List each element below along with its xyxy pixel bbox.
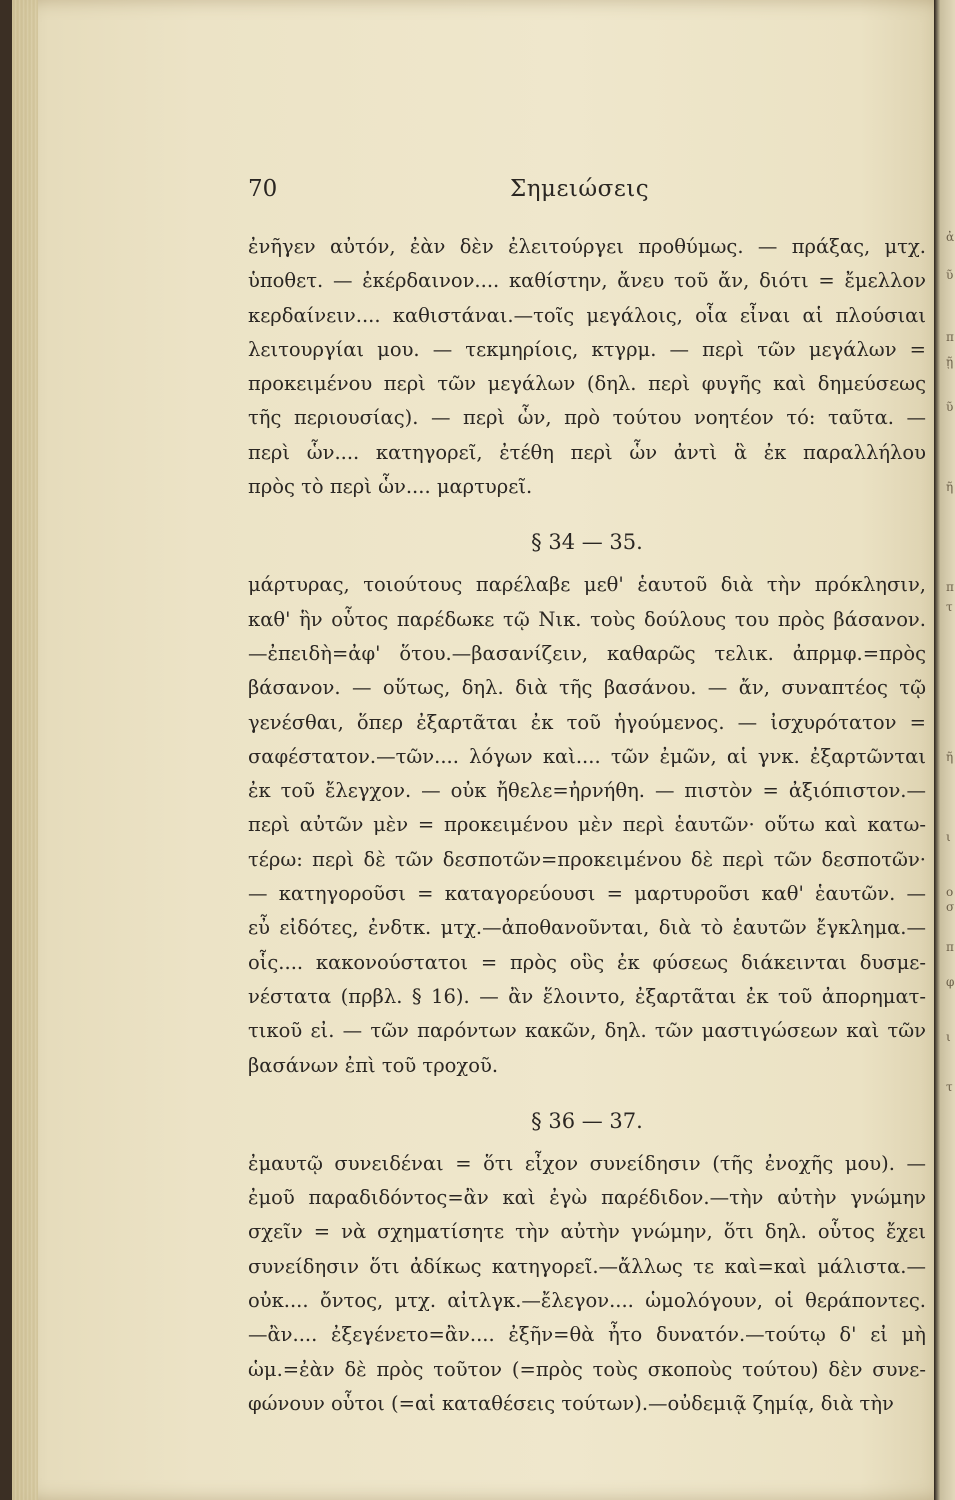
edge-mark: ῇ — [946, 355, 954, 369]
edge-mark: ῦ — [946, 268, 954, 282]
text-line: ὑποθετ. — ἐκέρδαινον.... καθίστην, ἄνευ τοῦ ἄν, διότι = ἔμελλον — [248, 269, 926, 293]
text-line: εὖ εἰδότες, ἐνδτκ. μτχ.—ἀποθανοῦνται, διὰ τὸ ἑαυτῶν ἔγκλημα.— — [248, 916, 926, 940]
edge-mark: τ — [946, 600, 953, 614]
text-line: — κατηγοροῦσι = καταγορεύουσι = μαρτυροῦσι καθ' ἑαυτῶν. — — [248, 882, 926, 906]
edge-mark: ο — [946, 885, 954, 899]
edge-mark: π — [946, 580, 954, 594]
text-line: περὶ αὐτῶν μὲν = προκειμένου μὲν περὶ ἑαυτῶν· οὕτω καὶ κατω- — [248, 813, 926, 837]
text-line: κερδαίνειν.... καθιστάναι.—τοῖς μεγάλοις, οἷα εἶναι αἱ πλούσιαι — [248, 303, 926, 327]
body-text — [248, 230, 926, 1421]
edge-mark: σ — [946, 900, 955, 914]
paragraph-3 — [248, 1147, 926, 1421]
edge-mark: ι — [946, 830, 951, 844]
text-line: βάσανον. — οὕτως, δηλ. διὰ τῆς βασάνου. — ἄν, συναπτέος τῷ — [248, 676, 926, 700]
edge-mark: ῆ — [946, 750, 954, 764]
text-line: —ἂν.... ἐξεγένετο=ἂν.... ἐξῆν=θὰ ἦτο δυνατόν.—τούτῳ δ' εἰ μὴ — [248, 1323, 926, 1347]
text-line: ἐνῆγεν αὐτόν, ἐὰν δὲν ἐλειτούργει προθύμως. — πράξας, μτχ. — [248, 235, 926, 258]
text-line: λειτουργίαι μου. — τεκμηρίοις, κτγρμ. — περὶ τῶν μεγάλων = — [248, 337, 926, 361]
text-line: οἷς.... κακονούστατοι = πρὸς οὓς ἐκ φύσεως διάκεινται δυσμε- — [248, 950, 926, 974]
text-line: —ἐπειδὴ=ἀφ' ὅτου.—βασανίζειν, καθαρῶς τελικ. ἀπρμφ.=πρὸς — [248, 641, 926, 665]
text-line: τικοῦ εἰ. — τῶν παρόντων κακῶν, δηλ. τῶν μαστιγώσεων καὶ τῶν — [248, 1019, 926, 1043]
edge-mark: ῆ — [946, 480, 954, 494]
edge-mark: τ — [946, 1080, 953, 1094]
text-line: γενέσθαι, ὅπερ ἐξαρτᾶται ἐκ τοῦ ἡγούμενος. — ἰσχυρότατον = — [248, 710, 926, 734]
text-line: νέστατα (πρβλ. § 16). — ἂν ἕλοιντο, ἐξαρτᾶται ἐκ τοῦ ἀπορηματ- — [248, 984, 926, 1008]
text-line: τῆς περιουσίας). — περὶ ὧν, πρὸ τούτου νοητέον τό: ταῦτα. — — [248, 406, 926, 430]
edge-mark: π — [946, 940, 954, 954]
text-line: βασάνων ἐπὶ τοῦ τροχοῦ. — [248, 1053, 499, 1077]
page-number: 70 — [248, 176, 278, 202]
text-line: ἐκ τοῦ ἔλεγχον. — οὐκ ἤθελε=ἠρνήθη. — πιστὸν = ἀξιόπιστον.— — [248, 779, 926, 803]
section-heading-36-37: § 36 — 37. — [531, 1108, 643, 1133]
running-head — [248, 176, 930, 208]
paragraph-2 — [248, 568, 926, 1082]
section-heading-34-35: § 34 — 35. — [531, 530, 643, 555]
text-line: ἐμοῦ παραδιδόντος=ἂν καὶ ἐγὼ παρέδιδον.—τὴν αὐτὴν γνώμην — [248, 1186, 926, 1210]
text-line: σαφέστατον.—τῶν.... λόγων καὶ.... τῶν ἐμῶν, αἱ γνκ. ἐξαρτῶνται — [248, 744, 926, 768]
text-line: συνείδησιν ὅτι ἀδίκως κατηγορεῖ.—ἄλλως τε καὶ=καὶ μάλιστα.— — [248, 1254, 926, 1278]
text-line: ὡμ.=ἐὰν δὲ πρὸς τοῦτον (=πρὸς τοὺς σκοποὺς τούτου) δὲν συνε- — [248, 1357, 926, 1381]
header-title: Σημειώσεις — [510, 176, 650, 202]
text-line: τέρω: περὶ δὲ τῶν δεσποτῶν=προκειμένου δὲ περὶ τῶν δεσποτῶν· — [248, 847, 926, 871]
edge-mark: π — [946, 330, 954, 344]
text-line: πρὸς τὸ περὶ ὧν.... μαρτυρεῖ. — [248, 475, 533, 499]
text-line: ἐμαυτῷ συνειδέναι = ὅτι εἶχον συνείδησιν (τῆς ἐνοχῆς μου). — — [248, 1151, 926, 1175]
paragraph-1 — [248, 230, 926, 504]
text-line: καθ' ἣν οὗτος παρέδωκε τῷ Νικ. τοὺς δούλους του πρὸς βάσανον. — [248, 607, 926, 631]
text-line: προκειμένου περὶ τῶν μεγάλων (δηλ. περὶ φυγῆς καὶ δημεύσεως — [248, 372, 926, 396]
text-line: οὐκ.... ὄντος, μτχ. αἰτλγκ.—ἔλεγον.... ὡμολόγουν, οἱ θεράποντες. — [248, 1289, 926, 1313]
edge-mark: ἀ — [946, 230, 955, 244]
text-line: σχεῖν = νὰ σχηματίσητε τὴν αὐτὴν γνώμην, ὅτι δηλ. οὗτος ἔχει — [248, 1220, 926, 1244]
text-line: μάρτυρας, τοιούτους παρέλαβε μεθ' ἑαυτοῦ διὰ τὴν πρόκλησιν, — [248, 573, 926, 597]
page-edge-stack — [12, 0, 38, 1500]
edge-mark: ι — [946, 1030, 951, 1044]
edge-mark: φ — [946, 975, 955, 989]
edge-mark: ῦ — [946, 400, 954, 414]
text-line: περὶ ὧν.... κατηγορεῖ, ἐτέθη περὶ ὧν ἀντὶ ἃ ἐκ παραλλήλου — [248, 440, 926, 464]
text-line: φώνουν οὗτοι (=αἱ καταθέσεις τούτων).—οὐδεμιᾷ ζημίᾳ, διὰ τὴν — [248, 1391, 894, 1415]
